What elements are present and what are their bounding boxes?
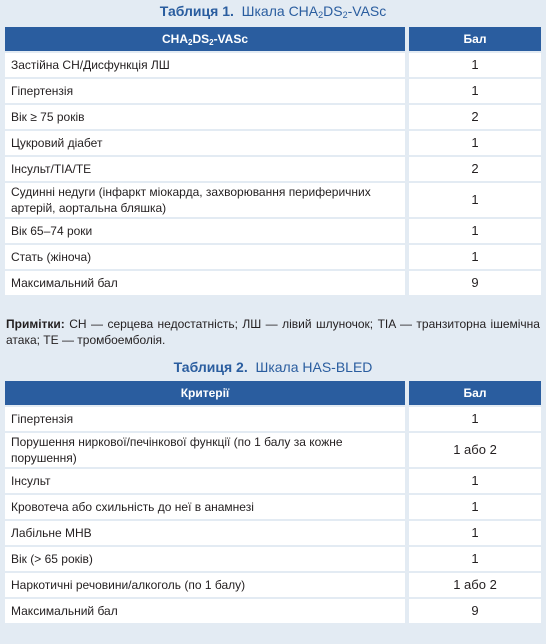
table-row	[5, 183, 541, 217]
table1-title-number: Таблиця 1.	[159, 3, 234, 19]
score-cell: 1	[409, 183, 541, 217]
score-cell: 1	[409, 53, 541, 77]
criterion-cell: Застійна СН/Дисфункція ЛШ	[5, 53, 409, 77]
table-row	[5, 599, 541, 623]
criterion-cell: Максимальний бал	[5, 271, 409, 295]
table1-notes	[6, 316, 540, 348]
score-cell: 9	[409, 599, 541, 623]
table-row	[5, 573, 541, 597]
criterion-cell: Вік (> 65 років)	[5, 547, 409, 571]
table-row	[5, 105, 541, 129]
table-row	[5, 433, 541, 467]
column-header-criteria: $CHA_2DS_2$-VASc	[5, 27, 409, 51]
table-header-row	[5, 27, 541, 51]
criterion-cell: Кровотеча або схильність до неї в анамнезі	[5, 495, 409, 519]
score-cell: 1	[409, 219, 541, 243]
criterion-cell: Цукровий діабет	[5, 131, 409, 155]
table-row	[5, 219, 541, 243]
table-row	[5, 79, 541, 103]
score-cell: 1 або 2	[409, 573, 541, 597]
criterion-cell: Гіпертензія	[5, 407, 409, 431]
score-cell: 1	[409, 469, 541, 493]
score-cell: 9	[409, 271, 541, 295]
table-row	[5, 495, 541, 519]
criterion-cell: Судинні недуги (інфаркт міокарда, захворювання периферичних артерій, аортальна бляшка)	[5, 183, 409, 217]
column-header-criteria: Критерії	[5, 381, 409, 405]
notes-text: СН — серцева недостатність; ЛШ — лівий шлуночок; TIA — транзиторна ішемічна атака; TE — тромбоемболія.	[6, 317, 540, 347]
score-cell: 1	[409, 245, 541, 269]
table-row	[5, 547, 541, 571]
score-cell: 1	[409, 131, 541, 155]
criterion-cell: Вік ≥ 75 років	[5, 105, 409, 129]
table1-title-text: Шкала $CHA_2DS_2$-VASc	[241, 3, 387, 20]
table-row	[5, 157, 541, 181]
score-cell: 2	[409, 157, 541, 181]
column-header-score: Бал	[409, 27, 541, 51]
score-cell: 1	[409, 79, 541, 103]
criterion-cell: Максимальний бал	[5, 599, 409, 623]
table-row	[5, 53, 541, 77]
criterion-cell: Наркотичні речовини/алкоголь (по 1 балу)	[5, 573, 409, 597]
table1-title	[0, 2, 546, 20]
table2-title-text: Шкала HAS-BLED	[255, 359, 373, 375]
criterion-cell: Гіпертензія	[5, 79, 409, 103]
criterion-cell: Стать (жіноча)	[5, 245, 409, 269]
score-cell: 2	[409, 105, 541, 129]
criterion-cell: Вік 65–74 роки	[5, 219, 409, 243]
column-header-score: Бал	[409, 381, 541, 405]
table-row	[5, 271, 541, 295]
table-header-row	[5, 381, 541, 405]
criterion-cell: Інсульт	[5, 469, 409, 493]
table2-title-number: Таблиця 2.	[173, 359, 248, 375]
has-bled-table	[5, 379, 541, 625]
score-cell: 1	[409, 495, 541, 519]
table-row	[5, 521, 541, 545]
table-row	[5, 245, 541, 269]
criterion-cell: Інсульт/TIA/TE	[5, 157, 409, 181]
score-cell: 1	[409, 407, 541, 431]
table-row	[5, 469, 541, 493]
criterion-cell: Порушення ниркової/печінкової функції (по 1 балу за кожне порушення)	[5, 433, 409, 467]
score-cell: 1	[409, 547, 541, 571]
table-row	[5, 131, 541, 155]
table-row	[5, 407, 541, 431]
criterion-cell: Лабільне МНВ	[5, 521, 409, 545]
table2-title	[0, 358, 546, 376]
cha2ds2-vasc-table	[5, 25, 541, 297]
score-cell: 1 або 2	[409, 433, 541, 467]
score-cell: 1	[409, 521, 541, 545]
notes-label: Примітки:	[6, 317, 65, 331]
